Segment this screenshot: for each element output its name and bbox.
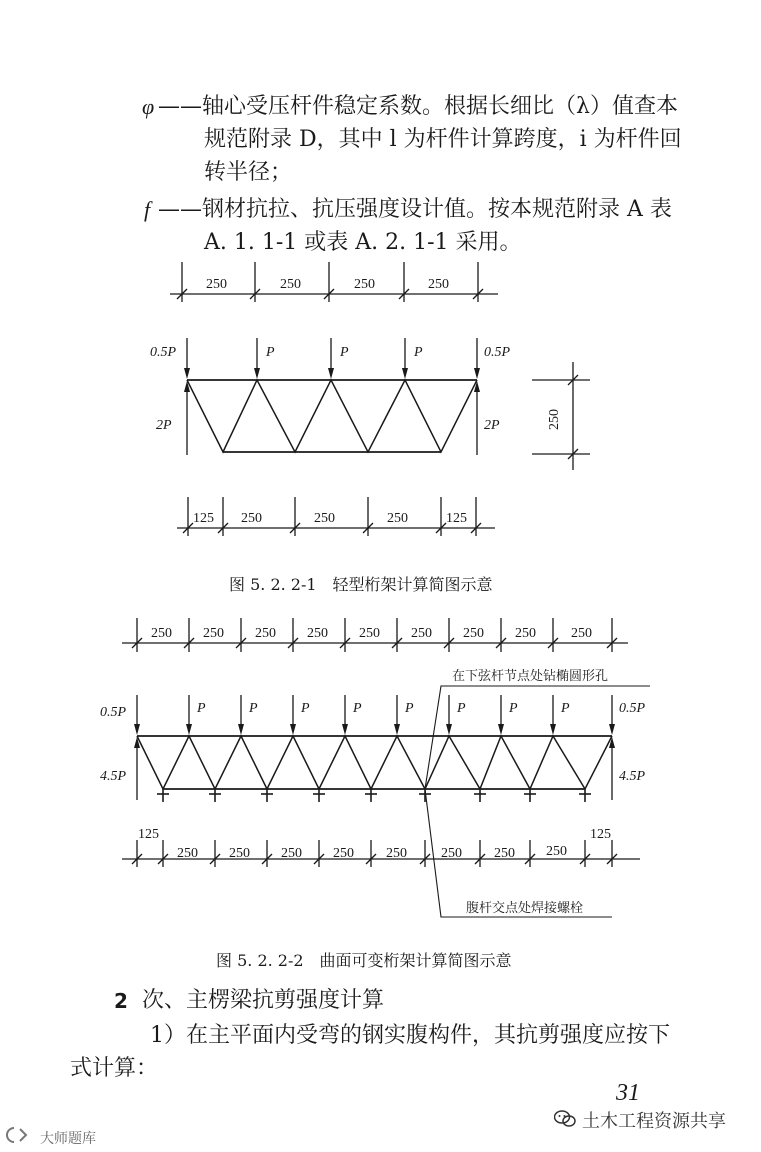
fig1-top-dim-1: 250 (206, 277, 227, 292)
phi-definition-line2: 规范附录 D，其中 l 为杆件计算跨度，i 为杆件回 (204, 127, 682, 152)
fig1-load-label-4: P (414, 345, 423, 360)
fig2-top-dim-7: 250 (463, 626, 484, 641)
fig1-left-reaction-label: 2P (156, 418, 172, 433)
fig2-load-label-4: P (301, 701, 310, 716)
fig2-top-dim-9: 250 (571, 626, 592, 641)
fig2-load-label-10: 0.5P (619, 701, 646, 716)
fig1-bottom-dim-1: 125 (193, 511, 214, 526)
f-definition-line2: A. 1. 1-1 或表 A. 2. 1-1 采用。 (204, 230, 522, 255)
fig2-load-label-7: P (457, 701, 466, 716)
fig2-right-reaction-label: 4.5P (619, 769, 646, 784)
section-heading: 次、主楞梁抗剪强度计算 (142, 988, 385, 1013)
f-definition-line1: ——钢材抗拉、抗压强度设计值。按本规范附录 A 表 (158, 197, 672, 222)
fig1-bottom-dim-2: 250 (241, 511, 262, 526)
fig2-top-dim-2: 250 (203, 626, 224, 641)
fig2-top-dim-8: 250 (515, 626, 536, 641)
fig1-bottom-dim-5: 125 (446, 511, 467, 526)
fig1-bottom-dim-4: 250 (387, 511, 408, 526)
fig1-top-dim-3: 250 (354, 277, 375, 292)
fig2-load-label-5: P (353, 701, 362, 716)
fig1-bottom-dim-3: 250 (314, 511, 335, 526)
fig2-top-dim-4: 250 (307, 626, 328, 641)
fig1-top-dim-2: 250 (280, 277, 301, 292)
fig2-top-dim-3: 250 (255, 626, 276, 641)
logo-mark (4, 1126, 38, 1144)
fig1-load-label-2: P (266, 345, 275, 360)
fig2-bottom-dim-8: 250 (494, 846, 515, 861)
watermark-right: 土木工程资源共享 (582, 1111, 726, 1132)
fig2-bottom-dim-7: 250 (441, 846, 462, 861)
fig2-bottom-dim-4: 250 (281, 846, 302, 861)
fig2-bottom-dim-3: 250 (229, 846, 250, 861)
fig2-load-label-8: P (509, 701, 518, 716)
phi-definition-line1: ——轴心受压杆件稳定系数。根据长细比（λ）值查本 (158, 94, 678, 119)
fig1-load-label-1: 0.5P (150, 345, 177, 360)
fig1-load-label-3: P (340, 345, 349, 360)
fig2-left-reaction-label: 4.5P (100, 769, 127, 784)
figure2-caption: 图 5. 2. 2-2 曲面可变桁架计算简图示意 (216, 951, 512, 970)
phi-definition-line3: 转半径； (204, 160, 293, 185)
figure1-caption: 图 5. 2. 2-1 轻型桁架计算简图示意 (229, 575, 493, 594)
fig1-height-dim: 250 (547, 409, 562, 430)
fig2-note-welded-bolt: 腹杆交点处焊接螺栓 (466, 901, 584, 916)
phi-symbol: φ (142, 94, 155, 119)
fig2-bottom-dim-6: 250 (386, 846, 407, 861)
f-symbol: f (144, 197, 151, 222)
paragraph-line2: 式计算： (70, 1056, 159, 1081)
fig1-load-label-5: 0.5P (484, 345, 511, 360)
fig2-bottom-dim-10: 125 (590, 827, 611, 842)
fig2-load-label-1: 0.5P (100, 705, 127, 720)
fig2-bottom-dim-5: 250 (333, 846, 354, 861)
fig1-right-reaction-label: 2P (484, 418, 500, 433)
fig1-top-dim-4: 250 (428, 277, 449, 292)
fig2-bottom-dim-9: 250 (546, 844, 567, 859)
fig2-top-dim-5: 250 (359, 626, 380, 641)
fig2-top-dim-1: 250 (151, 626, 172, 641)
page-number: 31 (616, 1080, 640, 1106)
fig2-load-label-3: P (249, 701, 258, 716)
fig2-top-dim-6: 250 (411, 626, 432, 641)
fig2-load-label-2: P (197, 701, 206, 716)
fig2-bottom-dim-2: 250 (177, 846, 198, 861)
watermark-left: 大师题库 (40, 1131, 96, 1147)
wechat-icon (554, 1110, 576, 1128)
fig2-bottom-dim-1: 125 (138, 827, 159, 842)
fig2-note-drilled-hole: 在下弦杆节点处钻椭圆形孔 (452, 669, 609, 684)
fig2-load-label-6: P (405, 701, 414, 716)
paragraph-line1: 1）在主平面内受弯的钢实腹构件，其抗剪强度应按下 (150, 1023, 670, 1048)
section-number: 2 (114, 989, 128, 1013)
fig2-load-label-9: P (561, 701, 570, 716)
